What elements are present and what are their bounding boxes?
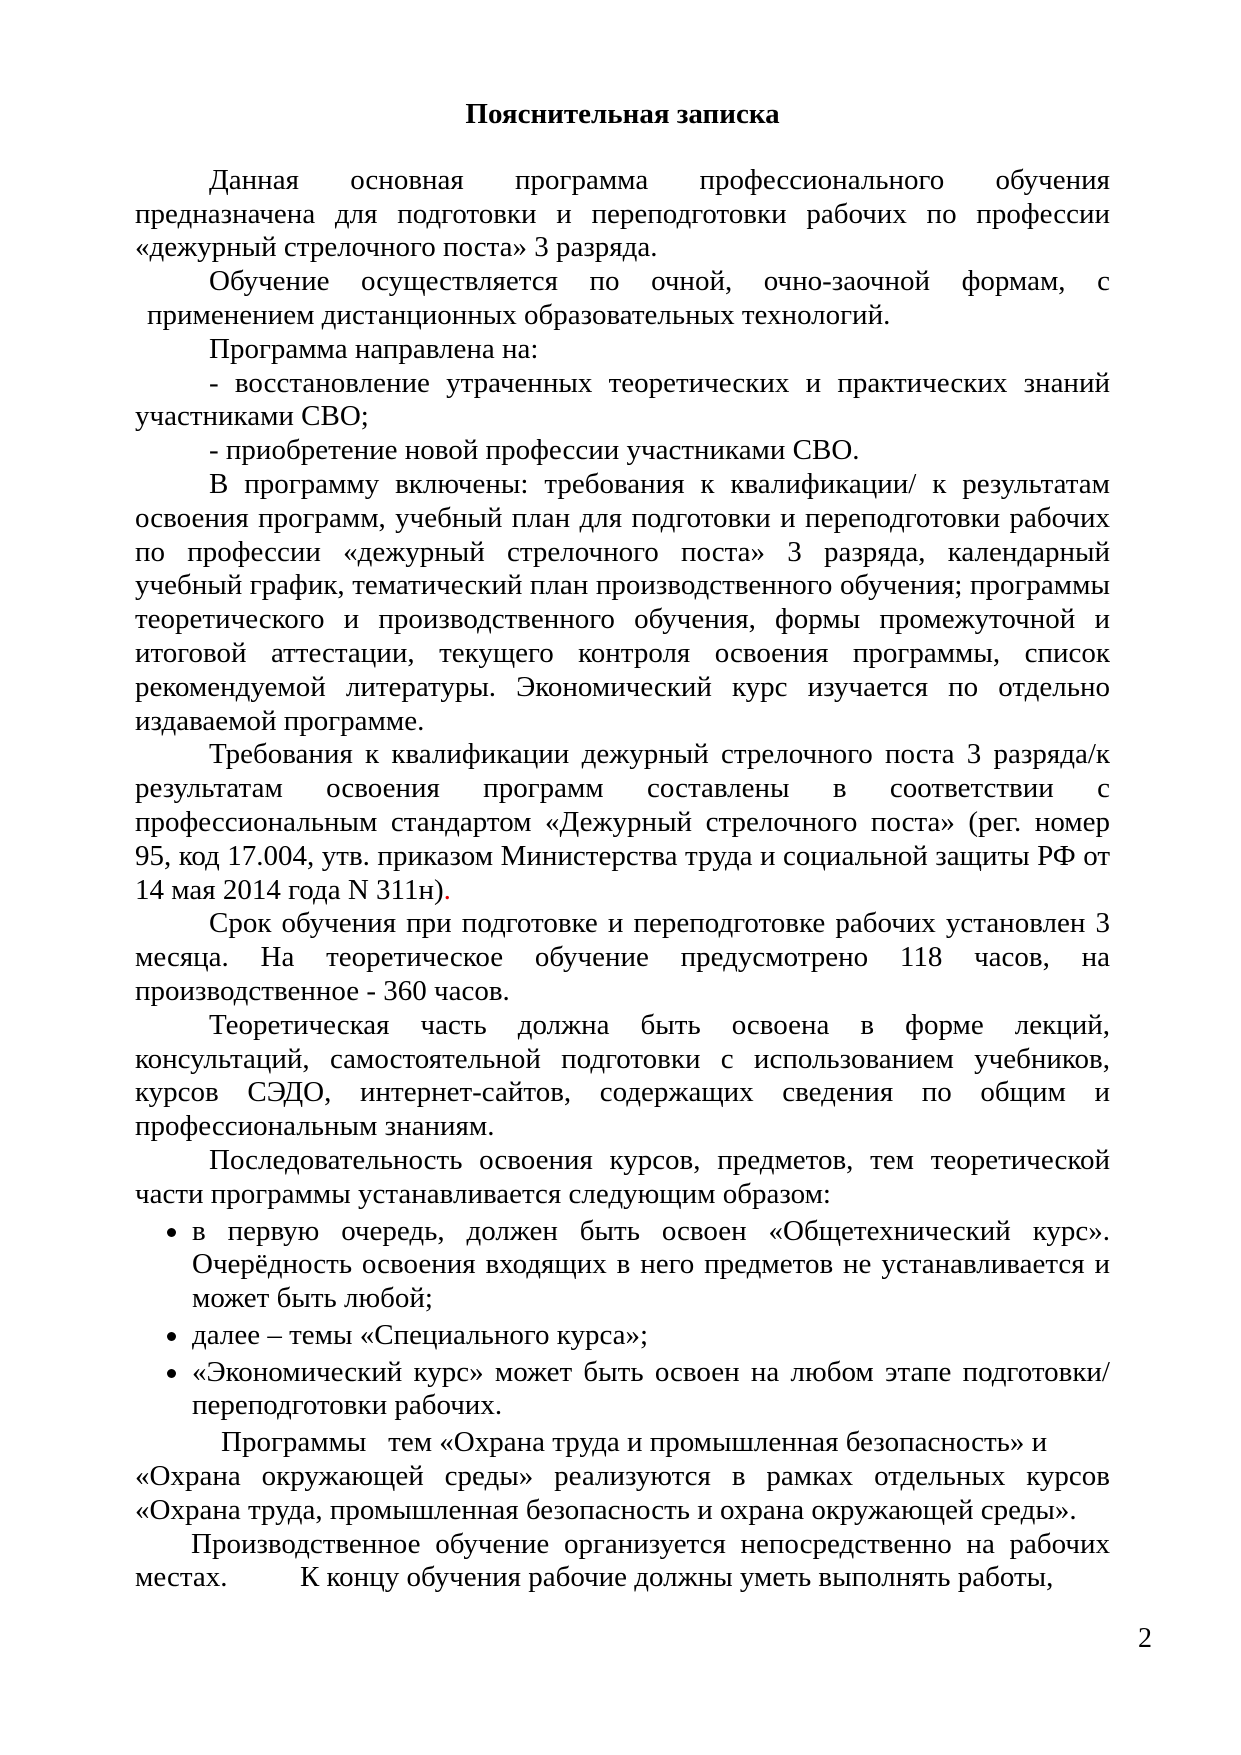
paragraph-training-duration: Срок обучения при подготовке и переподготовке рабочих установлен 3 месяца. На теоретическое обучение предусмотрено 118 часов, на производственное - 360 часов. xyxy=(135,907,1110,1007)
list-item xyxy=(135,1215,1110,1316)
document-title: Пояснительная записка xyxy=(465,98,780,130)
paragraph-aim-new-profession: - приобретение новой профессии участниками СВО. xyxy=(209,434,860,467)
paragraph-course-sequence: Последовательность освоения курсов, предметов, тем теоретической части программы устанавливается следующим образом: xyxy=(135,1143,1110,1210)
paragraph-aim-restore: - восстановление утраченных теоретических и практических знаний участниками СВО; xyxy=(135,366,1110,433)
paragraph-intro: Данная основная программа профессионального обучения предназначена для подготовки и переподготовки рабочих по профессии «дежурный стрелочного поста» 3 разряда. xyxy=(135,163,1110,264)
page-number: 2 xyxy=(1138,1623,1152,1654)
paragraph-program-aims: Программа направлена на: xyxy=(209,332,539,365)
paragraph-program-includes: В программу включены: требования к квалификации/ к результатам освоения программ, учебный план для подготовки и переподготовки рабочих по профессии «дежурный стрелочного поста» 3 разряда, календарный учебный график, тематический план производственного обучения; программы теоретического и производственного обучения, формы промежуточной и итоговой аттестации, текущего контроля освоения программы, список рекомендуемой литературы. Экономический курс изучается по отдельно издаваемой программе. xyxy=(135,467,1110,737)
paragraph-practical-training: Производственное обучение организуется непосредственно на рабочих местах. К концу обучения рабочие должны уметь выполнять работы, xyxy=(135,1527,1110,1594)
bullet-icon xyxy=(167,1228,176,1237)
labor-protection-line1: Программы тем «Охрана труда и промышленная безопасность» и xyxy=(221,1426,1048,1459)
list-item-text: далее – темы «Специального курса»; xyxy=(192,1318,649,1351)
course-order-list xyxy=(135,1215,1110,1424)
paragraph-theoretical-part: Теоретическая часть должна быть освоена в форме лекций, консультаций, самостоятельной подготовки с использованием учебников, курсов СЭДО, интернет-сайтов, содержащих сведения по общим и профессиональным знаниям. xyxy=(135,1008,1110,1143)
list-item-text: в первую очередь, должен быть освоен «Общетехнический курс». Очерёдность освоения входящих в него предметов не устанавливается и может быть любой; xyxy=(192,1214,1110,1315)
paragraph-qualification-requirements xyxy=(135,738,1110,907)
list-item-text: «Экономический курс» может быть освоен на любом этапе подготовки/переподготовки рабочих. xyxy=(192,1355,1110,1422)
bullet-icon xyxy=(167,1332,176,1341)
list-item xyxy=(135,1356,1110,1424)
red-period: . xyxy=(443,873,451,906)
paragraph-labor-protection xyxy=(135,1426,1110,1527)
list-item xyxy=(135,1319,1110,1353)
paragraph-education-forms: Обучение осуществляется по очной, очно-заочной формам, с применением дистанционных образовательных технологий. xyxy=(147,265,1110,331)
bullet-icon xyxy=(167,1369,176,1378)
labor-protection-rest: «Охрана окружающей среды» реализуются в рамках отдельных курсов «Охрана труда, промышленная безопасность и охрана окружающей среды». xyxy=(135,1460,1110,1526)
qualification-requirements-text: Требования к квалификации дежурный стрелочного поста 3 разряда/к результатам освоения программ составлены в соответствии с профессиональным стандартом «Дежурный стрелочного поста» (рег. номер 95, код 17.004, утв. приказом Министерства труда и социальной защиты РФ от 14 мая 2014 года N 311н) xyxy=(135,738,1110,906)
